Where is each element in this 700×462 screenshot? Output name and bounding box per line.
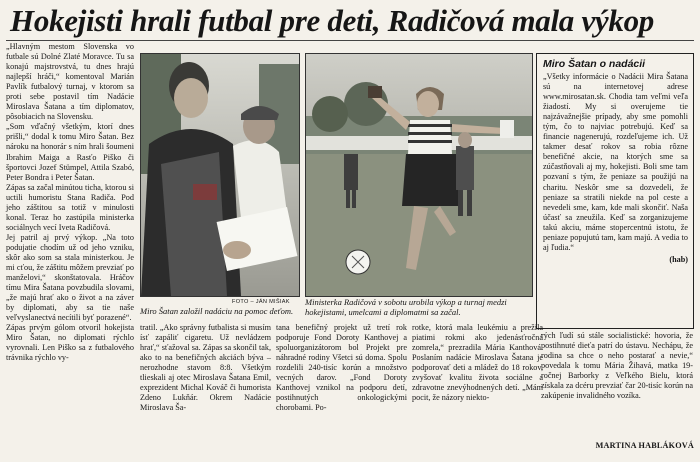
article-left-column bbox=[6, 42, 134, 364]
paragraph: „Som vďačný všetkým, ktorí dnes prišli,“ dodal k tomu Miro Šatan. Bez nároku na honorár s ním hrali šoumeni Ibrahim Maiga a Rasťo Piško či športovci Jozef Stümpel, Attila Szabó, Peter Bondra i Peter Šatan. bbox=[6, 122, 134, 182]
bottom-column-3: rotke, ktorá mala leukémiu a prežila piatimi rokmi ako jedenásťročná zomrela,“ prezradila Mária Kanthová. Poslaním nadácie Miroslava Šatana je podporovať deti a mládež do 18 rokov, zvyšovať kvalitu života sociálne a zdravotne znevýhodnených detí. „Mám pocit, že názory niekto- bbox=[412, 323, 543, 403]
photo-caption-right: Ministerka Radičová v sobotu urobila výkop a turnaj medzi hokejistami, umelcami a diplomatmi sa začal. bbox=[305, 297, 507, 317]
sidebar-body: „Všetky informácie o Nadácii Mira Šatana sú na internetovej adrese www.mirosatan.sk. Chodia tam veľmi veľa žiadostí. My si overujeme tie najzávažnejšie prípady, aby sme pomohli tým, čo to najviac potrebujú. Keď sa financie nagenerujú, rozdeľujeme ich. Už takmer desať rokov sa robia rôzne benefičné akcie, na ktorých sme sa zúčastňovali aj my, hokejisti. Boli sme tam pozvaní s tým, že peniaze sa použijú na charitu. Neskôr sme sa dozvedeli, že peniaze sa stratili niekde na pol ceste a nevedeli sme, kam, kde mali skončiť. Naša účasť sa zneužila. Keď sa zorganizujeme takú akciu, máme stopercentnú istotu, že peniaze popujutú tam, kam majú. A vedia to aj ľudia.“ bbox=[543, 72, 688, 252]
photo-radicova-kickoff-image bbox=[306, 54, 532, 296]
bottom-column-4: rých ľudí sú stále socialistické: hovoria, že postihnuté dieťa patrí do ústavu. Nechápu, že rodina sa chce o neho postarať a nevie,“ povedala k tomu Mária Žihavá, matka 19-ročnej Barborky z Veľkého Bielu, ktorá získala za dcéru prevziať čar 20-tisíc korún na zakúpenie invalidného vozíka. bbox=[541, 331, 693, 401]
sidebar-box bbox=[536, 53, 694, 329]
photo-caption-left: Miro Šatan založil nadáciu na pomoc deťom. bbox=[140, 306, 294, 316]
headline-rule bbox=[6, 40, 694, 41]
photo-miro-satan bbox=[140, 53, 300, 297]
photo-miro-satan-image bbox=[141, 54, 299, 296]
photo-credit: FOTO – JÁN MIŠIAK bbox=[232, 299, 290, 305]
paragraph: Zápas sa začal minútou ticha, ktorou si uctili humoristu Stana Radiča. Pod jeho záštitou sa totiž v minulosti konal. Teraz ho zastúpila ministerka sociálnych vecí Iveta Radičová. bbox=[6, 182, 134, 232]
paragraph: „Hlavným mestom Slovenska vo futbale sú Dolné Zlaté Moravce. Tu sa konajú majstrovstvá, tu dnes hrajú najlepší hráči,“ komentoval Marián Pavlík futbalový turnaj, v ktorom sa proti sebe postavil tím Nadácie Miroslava Šatana a tím diplomatov, pôsobiacich na Slovensku. bbox=[6, 42, 134, 122]
photo-radicova-kickoff bbox=[305, 53, 533, 297]
headline: Hokejisti hrali futbal pre deti, Radičová mala výkop bbox=[10, 3, 654, 38]
paragraph: Zápas prvým gólom otvoril hokejista Miro Šatan, no diplomati rýchlo vyrovnali. Len Piško sa z futbalového trávnika rýchlo vy- bbox=[6, 323, 134, 363]
sidebar-signature: (hab) bbox=[669, 254, 688, 264]
sidebar-title: Miro Šatan o nadácii bbox=[543, 58, 646, 70]
author-byline: MARTINA HABLÁKOVÁ bbox=[595, 441, 694, 450]
bottom-column-1: tratil. „Ako správny futbalista si musím ísť zapáliť cigaretu. Už nevládzem hrať,“ sťažoval sa. Zápas sa skončil tak, ako to na benefičných akciách býva – nerozhodne stavom 8:8. Všetkým tlieskali aj otec Miroslava Šatana Emil, exprezident Michal Kováč či humorista Zdeno Lukňár. Okrem Nadácie Miroslava Ša- bbox=[140, 323, 271, 413]
paragraph: Jej patril aj prvý výkop. „Na toto podujatie chodím už od jeho vzniku, skôr ako som sa stala ministerkou. Je mi cťou, že záštitu môžem prevziať po manželovi,“ skonštatovala. Hráčov tímu Mira Šatana povzbudila slovami, „že majú hrať ako o život a na záver by diplomati, aby sa tie naše veľvyslanectvá necítili byť porazené“. bbox=[6, 232, 134, 323]
bottom-column-2: tana benefičný projekt už tretí rok podporuje Fond Doroty Kanthovej a spoluorganizátorom bol Projekt pre náhradné rodiny Všetci sú doma. Spolu rozdelili 240-tisíc korún a množstvo vecných darov. „Fond Doroty Kanthovej vznikol na podporu detí, postihnutých onkologickými chorobami. Po- bbox=[276, 323, 407, 413]
